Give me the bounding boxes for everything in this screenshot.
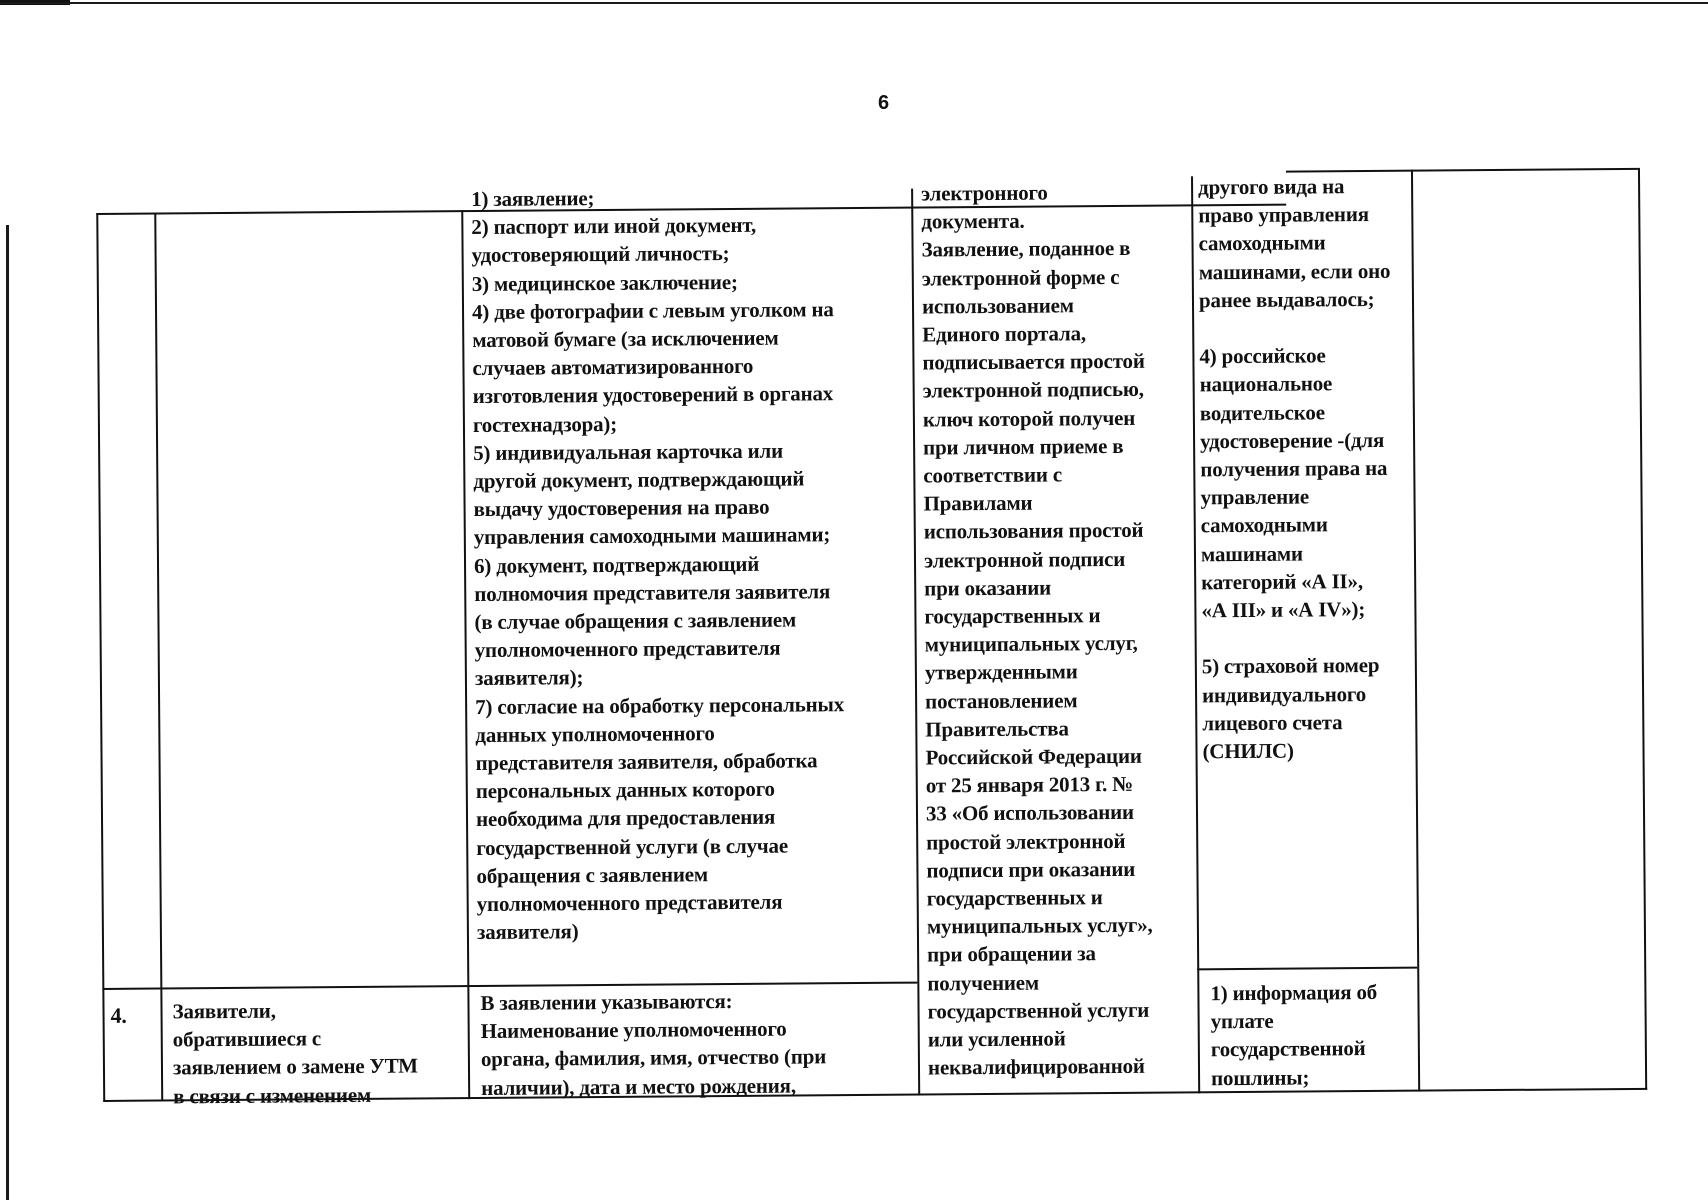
- cell-row-number: 4.: [110, 1002, 127, 1028]
- cell-applicants: Заявители, обратившиеся с заявлением о замене УТМ в связи с изменением: [172, 998, 418, 1109]
- cell-electronic-submission: электронного документа. Заявление, поданное в электронной форме с использованием Единого портала, подписывается простой электронной подписью, ключ которой получен при личном приеме в соответствии с Правилами использования простой электронной подписи при оказании государственных и муниципальных услуг, утвержденными постановлением Правительства Российской Федерации от 25 января 2013 г. № 33 «Об использовании простой электронной подписи при оказании государственных и муниципальных услуг», при обращении за получением государственной услуги или усиленной неквалифицированной: [921, 180, 1153, 1080]
- cell-application-contents: В заявлении указываются: Наименование уполномоченного органа, фамилия, имя, отчество (при наличии), дата и место рождения,: [480, 989, 827, 1100]
- cell-interagency-requests: другого вида на право управления самоходными машинами, если оно ранее выдавалось; 4) российское национальное водительское удостоверение -(для получения права на управление самоходными машинами категорий «А II», «А III» и «А IV»); 5) страховой номер индивидуального лицевого счета (СНИЛС): [1197, 174, 1391, 764]
- table-border-right: [1638, 168, 1647, 1090]
- cell-documents-list: 1) заявление; 2) паспорт или иной документ, удостоверяющий личность; 3) медицинское заключение; 4) две фотографии с левым уголком на матовой бумаге (за исключением случаев автоматизированного изготовления удостоверений в органах гостехнадзора); 5) индивидуальная карточка или другой документ, подтверждающий выдачу удостоверения на право управления самоходными машинами; 6) документ, подтверждающий полномочия представителя заявителя (в случае обращения с заявлением уполномоченного представителя заявителя); 7) согласие на обработку персональных данных уполномоченного представителя заявителя, обработка персональных данных которого необходима для предоставления государственной услуги (в случае обращения с заявлением уполномоченного представителя заявителя): [471, 186, 845, 945]
- scan-edge-left: [6, 225, 9, 1200]
- col-divider-applicants: [461, 210, 470, 1099]
- cell-state-fee: 1) информация об уплате государственной пошлины;: [1210, 979, 1378, 1090]
- col-divider-number: [154, 213, 163, 1102]
- table-border-left: [96, 213, 105, 1102]
- row-separator-right: [1197, 967, 1417, 971]
- document-table: [96, 168, 1647, 1109]
- page-number: 6: [878, 92, 890, 114]
- scan-edge-top: [0, 2, 1708, 4]
